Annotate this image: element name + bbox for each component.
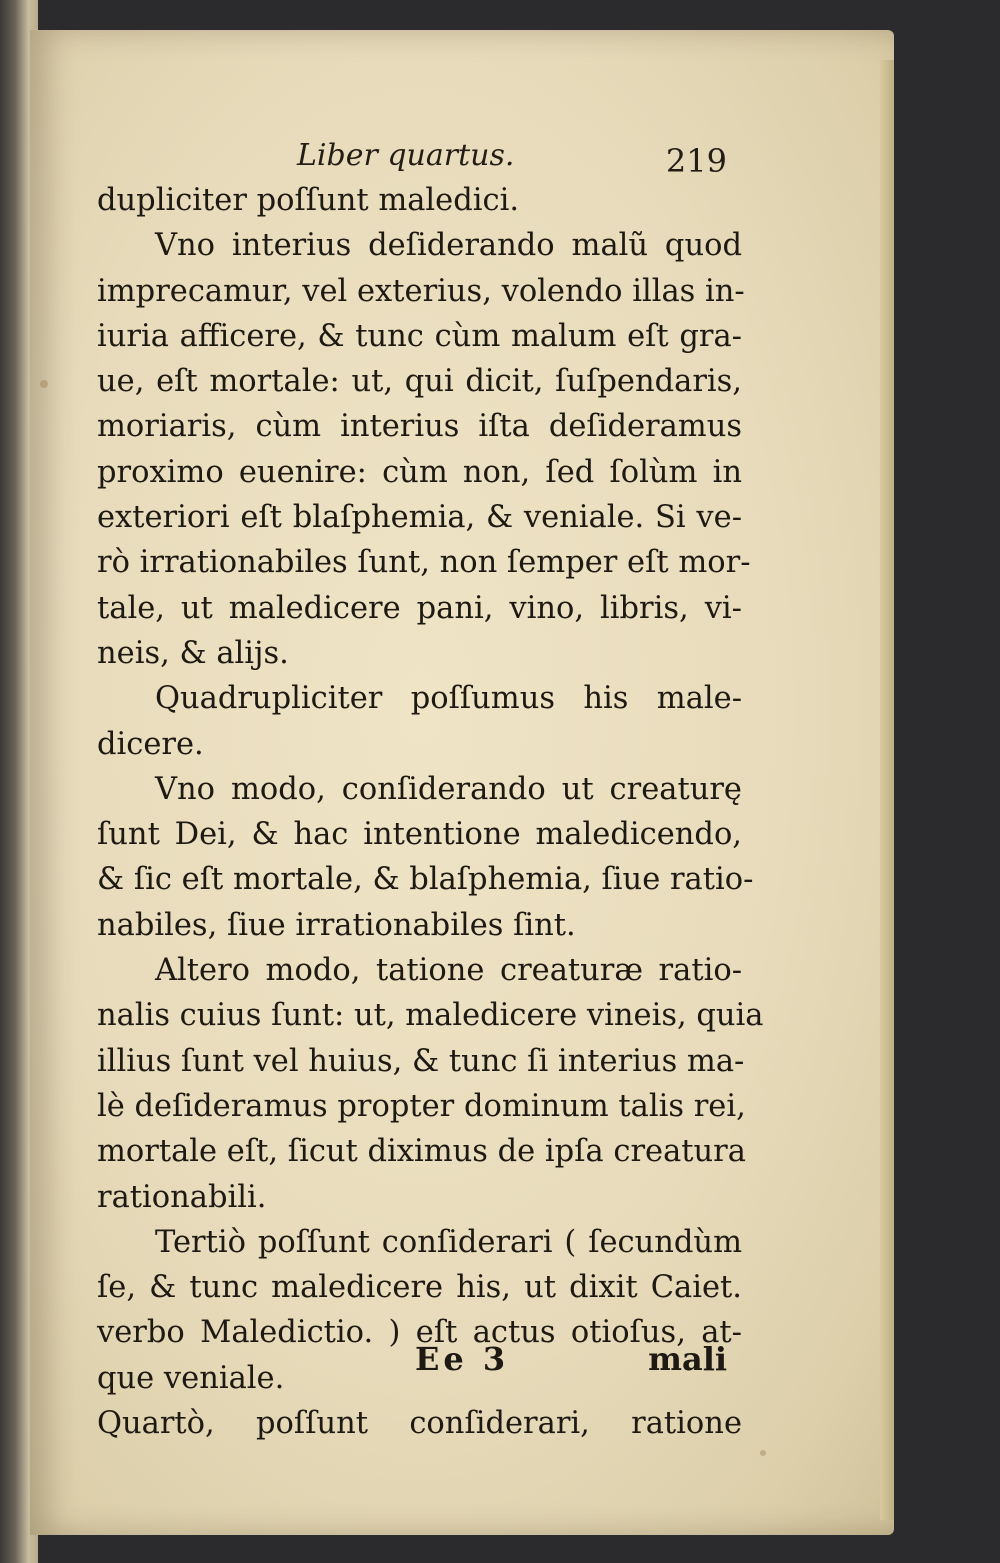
text-line: exteriori eſt blaſphemia, & veniale. Si ve- xyxy=(97,500,742,536)
text-line: nabiles, ſiue irrationabiles ſint. xyxy=(97,907,576,943)
page-fore-edge xyxy=(880,60,894,1520)
text-line: iuria afficere, & tunc cùm malum eſt gra- xyxy=(97,318,742,354)
text-line: Vno modo, conſiderando ut creaturę xyxy=(155,771,742,807)
text-line: illius ſunt vel huius, & tunc ſi interius ma- xyxy=(97,1043,745,1079)
text-line: ſunt Dei, & hac intentione maledicendo, xyxy=(97,817,742,853)
text-line: neis, & alijs. xyxy=(97,635,289,671)
text-line: Tertiò poſſunt conſiderari ( ſecundùm xyxy=(155,1224,742,1260)
catchword: mali xyxy=(648,1340,727,1378)
text-line: moriaris, cùm interius iſta deſideramus xyxy=(97,409,742,445)
text-line: dicere. xyxy=(97,726,204,762)
running-head: Liber quartus. xyxy=(297,138,515,173)
text-line: Vno interius deſiderando malũ quod xyxy=(155,228,742,264)
text-line: lè deſideramus propter dominum talis rei, xyxy=(97,1088,746,1124)
text-line: imprecamur, vel exterius, volendo illas in- xyxy=(97,273,745,309)
paper-stain xyxy=(40,380,48,388)
text-line: proximo euenire: cùm non, ſed ſolùm in xyxy=(97,454,742,490)
text-line: verbo Maledictio. ) eſt actus otioſus, at- xyxy=(97,1315,742,1351)
text-line: que veniale. xyxy=(97,1360,285,1396)
text-line: Quartò, poſſunt conſiderari, ratione xyxy=(97,1406,742,1442)
text-line: ſe, & tunc maledicere his, ut dixit Caiet. xyxy=(97,1270,742,1306)
text-line: Quadrupliciter poſſumus his male- xyxy=(155,681,742,717)
text-line: dupliciter poſſunt maledici. xyxy=(97,183,520,218)
signature-mark: Ee 3 xyxy=(415,1340,510,1378)
text-line: tale, ut maledicere pani, vino, libris, vi- xyxy=(97,590,742,626)
page-number: 219 xyxy=(665,142,727,180)
paper-stain xyxy=(760,1450,766,1456)
text-line: rò irrationabiles ſunt, non ſemper eſt mor- xyxy=(97,545,751,581)
text-line: & ſic eſt mortale, & blaſphemia, ſiue ratio- xyxy=(97,862,754,898)
text-line: rationabili. xyxy=(97,1179,267,1215)
text-line: ue, eſt mortale: ut, qui dicit, ſuſpendaris, xyxy=(97,364,742,400)
text-line: mortale eſt, ſicut diximus de ipſa creatura xyxy=(97,1134,746,1170)
text-line: Altero modo, tatione creaturæ ratio- xyxy=(155,953,742,989)
text-line: nalis cuius ſunt: ut, maledicere vineis, quia xyxy=(97,998,764,1034)
body-text xyxy=(97,178,764,1446)
page-footer xyxy=(97,1340,737,1390)
